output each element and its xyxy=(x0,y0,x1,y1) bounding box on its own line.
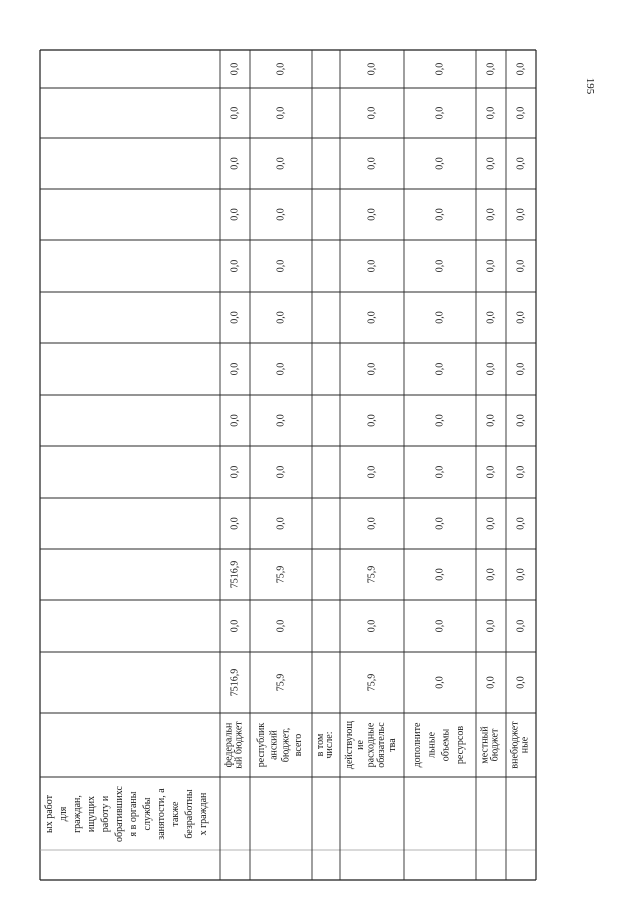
row-label-line: республик xyxy=(255,722,267,768)
value-cell: 0,0 xyxy=(366,106,378,120)
value-cell: 0,0 xyxy=(229,106,241,120)
value-cell: 0,0 xyxy=(485,414,497,427)
value-cell: 0,0 xyxy=(485,208,497,221)
row-label-line: бюджет, xyxy=(280,727,292,763)
value-cell: 0,0 xyxy=(434,157,446,170)
value-cell: 0,0 xyxy=(229,619,241,633)
value-cell: 0,0 xyxy=(275,259,287,273)
value-cell: 0,0 xyxy=(275,106,287,120)
value-cell: 7516,9 xyxy=(229,668,241,697)
value-cell: 0,0 xyxy=(229,465,241,479)
row-label-line: анский xyxy=(268,730,280,760)
row-label-line: бюджет xyxy=(489,728,501,762)
value-cell: 0,0 xyxy=(366,362,378,376)
value-cell: 0,0 xyxy=(275,208,287,221)
value-cell: 0,0 xyxy=(485,62,497,76)
row-label-line: дополните xyxy=(411,722,423,768)
value-cell: 7516,9 xyxy=(229,560,241,589)
value-cell: 0,0 xyxy=(434,414,446,427)
value-cell: 0,0 xyxy=(515,676,527,689)
header-text-line: я в органы xyxy=(128,791,139,837)
value-cell: 0,0 xyxy=(366,619,378,633)
value-cell: 0,0 xyxy=(515,414,527,427)
header-text-line: также xyxy=(170,801,181,827)
value-cell: 0,0 xyxy=(366,259,378,273)
value-cell: 0,0 xyxy=(434,208,446,221)
row-label-line: числе: xyxy=(324,731,336,759)
page-number: 195 xyxy=(584,77,596,95)
value-cell: 0,0 xyxy=(275,517,287,530)
value-cell: 0,0 xyxy=(515,208,527,221)
value-cell: 0,0 xyxy=(229,517,241,530)
row-label-line: ные xyxy=(519,736,531,754)
value-cell: 0,0 xyxy=(366,517,378,530)
value-cell: 0,0 xyxy=(485,106,497,120)
value-cell: 0,0 xyxy=(485,259,497,273)
value-cell: 0,0 xyxy=(275,465,287,479)
value-cell: 0,0 xyxy=(229,259,241,273)
row-label-line: тва xyxy=(386,738,398,752)
value-cell: 0,0 xyxy=(275,62,287,76)
value-cell: 0,0 xyxy=(434,676,446,689)
value-cell: 0,0 xyxy=(275,414,287,427)
row-label-line: объемы xyxy=(440,728,452,762)
value-cell: 0,0 xyxy=(515,311,527,324)
header-text-line: ых работ xyxy=(44,795,55,833)
header-text-line: безработны xyxy=(184,789,195,839)
row-label-line: всего xyxy=(293,733,305,757)
value-cell: 0,0 xyxy=(515,619,527,633)
value-cell: 0,0 xyxy=(434,517,446,530)
value-cell: 0,0 xyxy=(485,568,497,581)
row-label-line: обязательс xyxy=(376,722,388,768)
value-cell: 75,9 xyxy=(275,673,287,692)
header-text-line: граждан, xyxy=(72,795,83,833)
row-label-line: местный xyxy=(479,726,491,764)
value-cell: 0,0 xyxy=(229,62,241,76)
value-cell: 0,0 xyxy=(515,157,527,170)
value-cell: 0,0 xyxy=(434,465,446,479)
row-label-line: расходные xyxy=(365,722,377,768)
header-text-line: ищущих xyxy=(86,795,97,833)
value-cell: 0,0 xyxy=(366,414,378,427)
value-cell: 0,0 xyxy=(434,311,446,324)
value-cell: 0,0 xyxy=(434,619,446,633)
value-cell: 0,0 xyxy=(515,362,527,376)
value-cell: 0,0 xyxy=(515,259,527,273)
value-cell: 0,0 xyxy=(485,676,497,689)
header-text-line: обратившихс xyxy=(114,786,125,842)
value-cell: 0,0 xyxy=(366,208,378,221)
value-cell: 0,0 xyxy=(515,62,527,76)
value-cell: 0,0 xyxy=(275,311,287,324)
value-cell: 0,0 xyxy=(515,568,527,581)
value-cell: 75,9 xyxy=(366,673,378,692)
header-text-line: службы xyxy=(142,797,153,831)
header-text-line: х граждан xyxy=(198,792,209,836)
header-text-line: работу и xyxy=(100,795,111,833)
row-label-line: ресурсов xyxy=(455,725,467,765)
value-cell: 0,0 xyxy=(275,157,287,170)
header-text-line: для xyxy=(58,806,69,822)
value-cell: 0,0 xyxy=(229,208,241,221)
row-label-line: федеральн xyxy=(223,722,235,768)
value-cell: 0,0 xyxy=(434,62,446,76)
value-cell: 0,0 xyxy=(485,619,497,633)
value-cell: 0,0 xyxy=(485,362,497,376)
value-cell: 0,0 xyxy=(434,568,446,581)
value-cell: 0,0 xyxy=(229,157,241,170)
value-cell: 0,0 xyxy=(366,62,378,76)
row-label-line: ый бюджет xyxy=(233,721,245,769)
value-cell: 0,0 xyxy=(275,362,287,376)
value-cell: 0,0 xyxy=(229,311,241,324)
value-cell: 0,0 xyxy=(229,362,241,376)
value-cell: 0,0 xyxy=(515,517,527,530)
value-cell: 0,0 xyxy=(366,465,378,479)
value-cell: 0,0 xyxy=(515,465,527,479)
value-cell: 0,0 xyxy=(485,311,497,324)
value-cell: 0,0 xyxy=(366,157,378,170)
value-cell: 0,0 xyxy=(366,311,378,324)
value-cell: 0,0 xyxy=(434,362,446,376)
row-label-line: в том xyxy=(314,733,326,757)
value-cell: 0,0 xyxy=(485,517,497,530)
value-cell: 0,0 xyxy=(275,619,287,633)
value-cell: 0,0 xyxy=(434,106,446,120)
row-label-line: льные xyxy=(426,731,438,759)
value-cell: 0,0 xyxy=(434,259,446,273)
value-cell: 0,0 xyxy=(485,157,497,170)
value-cell: 75,9 xyxy=(366,565,378,584)
value-cell: 0,0 xyxy=(485,465,497,479)
row-label-line: ие xyxy=(354,740,366,750)
header-text-line: занятости, а xyxy=(156,788,167,840)
row-label-line: действующ xyxy=(344,720,356,770)
value-cell: 0,0 xyxy=(229,414,241,427)
value-cell: 75,9 xyxy=(275,565,287,584)
row-label-line: внебюджет xyxy=(509,721,521,769)
value-cell: 0,0 xyxy=(515,106,527,120)
